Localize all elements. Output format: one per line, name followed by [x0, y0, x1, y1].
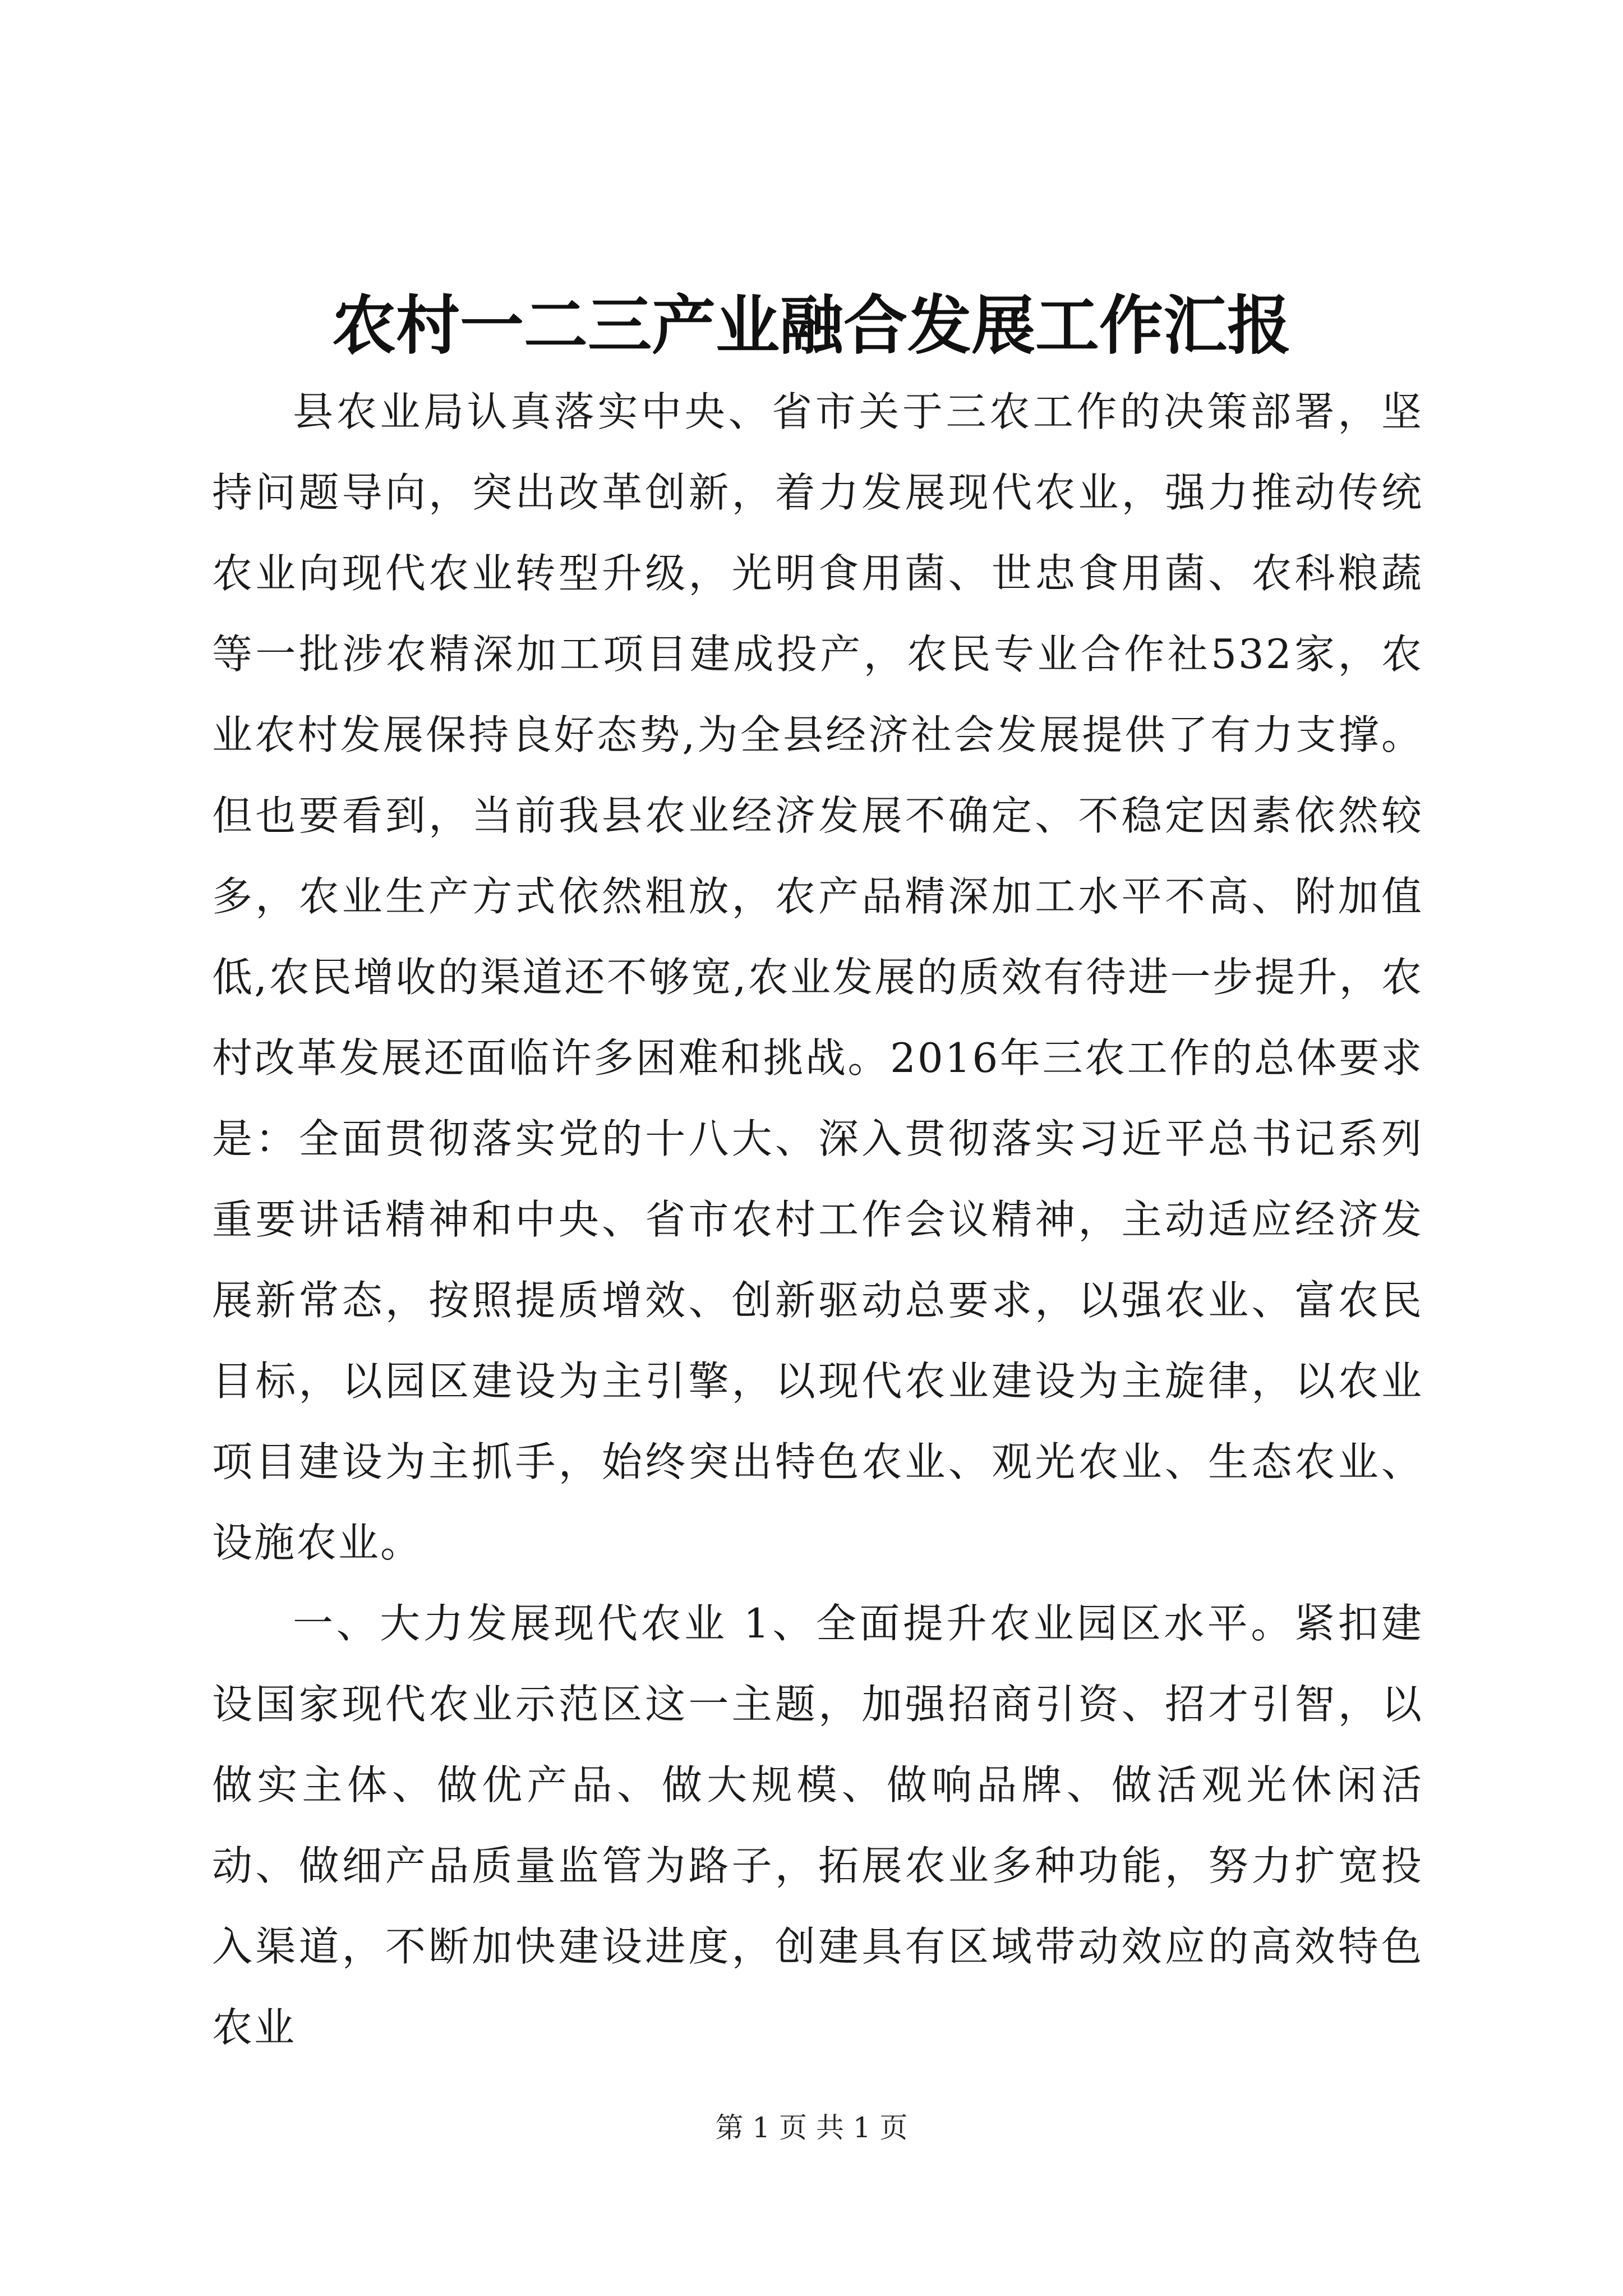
page-footer: 第 1 页 共 1 页	[715, 2111, 908, 2144]
document-title: 农村一二三产业融合发展工作汇报	[331, 288, 1291, 363]
document-body	[212, 371, 1423, 2068]
paragraph-intro: 县农业局认真落实中央、省市关于三农工作的决策部署，坚持问题导向，突出改革创新，着力发展现代农业，强力推动传统农业向现代农业转型升级，光明食用菌、世忠食用菌、农科粮蔬等一批涉农精深加工项目建成投产，农民专业合作社532家，农业农村发展保持良好态势,为全县经济社会发展提供了有力支撑。但也要看到，当前我县农业经济发展不确定、不稳定因素依然较多，农业生产方式依然粗放，农产品精深加工水平不高、附加值低,农民增收的渠道还不够宽,农业发展的质效有待进一步提升，农村改革发展还面临许多困难和挑战。2016年三农工作的总体要求是：全面贯彻落实党的十八大、深入贯彻落实习近平总书记系列重要讲话精神和中央、省市农村工作会议精神，主动适应经济发展新常态，按照提质增效、创新驱动总要求，以强农业、富农民目标，以园区建设为主引擎，以现代农业建设为主旋律，以农业项目建设为主抓手，始终突出特色农业、观光农业、生态农业、设施农业。	[212, 388, 1423, 1566]
paragraph-section-one: 一、大力发展现代农业 1、全面提升农业园区水平。紧扣建设国家现代农业示范区这一主题，加强招商引资、招才引智，以做实主体、做优产品、做大规模、做响品牌、做活观光休闲活动、做细产品质量监管为路子，拓展农业多种功能，努力扩宽投入渠道，不断加快建设进度，创建具有区域带动效应的高效特色农业	[212, 1600, 1423, 2051]
